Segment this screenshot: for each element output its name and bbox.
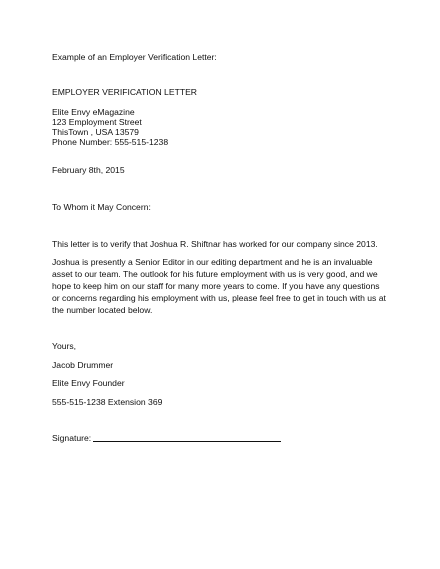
intro-text: Example of an Employer Verification Letter: [52,52,217,62]
company-name: Elite Envy eMagazine [52,107,135,117]
body-paragraph-2-line: the number located below. [52,305,153,315]
signature-line [93,441,281,442]
company-city: ThisTown , USA 13579 [52,127,139,137]
company-phone: Phone Number: 555-515-1238 [52,137,169,147]
company-street: 123 Employment Street [52,117,142,127]
letter-heading: EMPLOYER VERIFICATION LETTER [52,87,198,97]
signer-contact: 555-515-1238 Extension 369 [52,397,163,407]
signer-name: Jacob Drummer [52,360,114,370]
signature-label: Signature: [52,433,92,443]
body-paragraph-2-line: hope to keep him on our staff for many more years to come. If you have any questions [52,281,380,291]
letter-date: February 8th, 2015 [52,165,125,175]
salutation: To Whom it May Concern: [52,202,151,212]
body-paragraph-2-line: or concerns regarding his employment with us, please feel free to get in touch with us at [52,293,386,303]
body-paragraph-1: This letter is to verify that Joshua R. Shiftnar has worked for our company since 2013. [52,239,378,249]
body-paragraph-2-line: asset to our team. The outlook for his future employment with us is very good, and we [52,269,378,279]
signer-title: Elite Envy Founder [52,378,125,388]
body-paragraph-2-line: Joshua is presently a Senior Editor in our editing department and he is an invaluable [52,257,373,267]
valediction: Yours, [52,341,77,351]
